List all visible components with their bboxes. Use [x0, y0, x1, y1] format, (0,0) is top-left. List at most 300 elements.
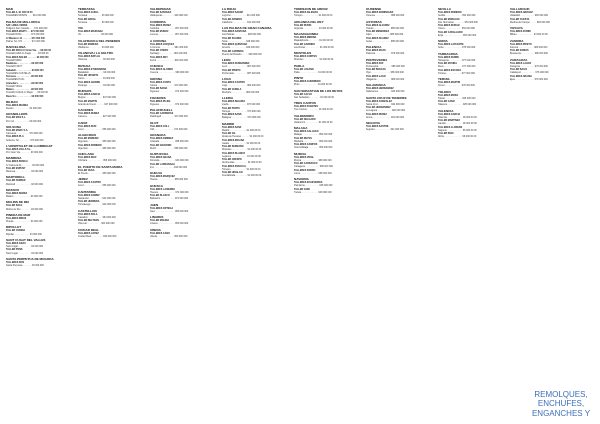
province-heading: MAD [6, 7, 13, 11]
province-section [294, 7, 359, 18]
province-heading: VILANOVA I LA GELTRU [78, 51, 114, 55]
workshop-address: El Puerto . . . . . . . . . . . 956 000 000 [78, 171, 116, 175]
province-heading: EL PUERTO DE SANTA MARIA [78, 164, 123, 169]
workshop-name: TALLER MORENO [78, 137, 99, 140]
workshop-name: TALLERES GOMEZ [78, 193, 100, 197]
workshop-address: Barakaldo . . . . . . . . . . . 94 000 000 [78, 70, 116, 74]
workshop-address: Sant Cugat . . . . . . . . . . 93 000 000 [6, 251, 44, 255]
workshop-name: TALLERES GRAU [6, 241, 26, 245]
workshop-address: Zaragoza . . . . . . . . . . . 976 000 000 [510, 64, 548, 68]
province-heading: SANTA CRUZ DE TENERIFE [366, 95, 407, 100]
workshop-address: Ponferrada . . . . . . . . . . 987 000 000 [222, 71, 261, 75]
province-heading: TERUEL [438, 77, 451, 81]
workshop-name: TALLERES ALVAREZ [366, 23, 390, 27]
province-heading: SALAMANCA [366, 83, 386, 87]
province-section [150, 203, 215, 214]
workshop-address: Santander . . . . . . . . . . 942 000 000 [78, 196, 116, 200]
workshop-address: Malaga . . . . . . . . . . . . . 952 000 000 [294, 133, 333, 137]
workshop-name: Granollers . . . . . . . . . . 93 000 000 [6, 81, 44, 85]
workshop-name: TALLERES VALLS S.L. [6, 147, 32, 151]
workshop-address: Burgos . . . . . . . . . . . . . 947 000 000 [78, 96, 116, 100]
workshop-address: Granada . . . . . . . . . . . . 958 000 000 [150, 140, 189, 144]
directory-column [438, 6, 503, 418]
workshop-address: Poligono Son Castello. . . . 971 000 000 [6, 26, 48, 30]
workshop-name: TALLERES MARTI . . . 971 000 000 [6, 30, 44, 33]
province-section [150, 77, 215, 94]
workshop-address: Mostoles . . . . . . . . . . . . 91 000 00 00 [222, 148, 262, 152]
province-heading: VALLADOLID [510, 7, 530, 11]
workshop-address: Murcia . . . . . . . . . . . . . 968 000 000 [294, 158, 332, 162]
workshop-address: Barbastro . . . . . . . . . . . 974 000 000 [150, 197, 189, 201]
province-heading: CUENCA [150, 64, 164, 68]
workshop-address: Vic . . . . . . . . . . . . . . . 93 000 000 [78, 33, 113, 37]
workshop-name: TALLER RUBIO [294, 23, 312, 27]
workshop-address: Vila-real . . . . . . . . . . . 964 000 000 [78, 222, 115, 226]
workshop-name: TALLER HIDALGO [222, 171, 243, 174]
workshop-address: Valdemoro . . . . . . . . . . 91 000 00 00 [294, 120, 333, 124]
province-heading: MAJADAHONDA [294, 32, 319, 36]
workshop-name: TALLER GIL [222, 132, 236, 135]
province-heading: SANT CUGAT DEL VALLES [6, 237, 46, 242]
workshop-address: Vigo . . . . . . . . . . . . . . . 986 000 000 [366, 71, 404, 75]
province-heading: VILAFRANCA DEL PENEDES [78, 38, 121, 43]
workshop-name: TALLERES AGIRRE [78, 80, 101, 84]
workshop-name: TALLERES SANTANA [222, 30, 247, 33]
province-heading: CADIZ [78, 120, 88, 125]
workshop-name: TALLERES CASTRO [78, 181, 101, 184]
province-section [510, 58, 575, 82]
workshop-address: Getxo . . . . . . . . . . . . . . 94 000 000 [78, 77, 115, 81]
province-heading: GRANADA [150, 133, 166, 137]
workshop-name: TALLER CODINA [6, 229, 26, 233]
province-section [150, 20, 215, 37]
workshop-name: TALLERES MARQUEZ [150, 175, 175, 178]
workshop-name: C/ Manacor 12 . . . . . . . 971 000 000 [6, 36, 45, 40]
workshop-name: TALLERES ALONSO [150, 68, 173, 71]
workshop-address: Lucena . . . . . . . . . . . . . 957 000 000 [150, 33, 189, 37]
province-heading: LEON [222, 58, 231, 62]
workshop-address: Ejea . . . . . . . . . . . . . . . 976 000 000 [510, 77, 548, 81]
province-heading: GRANOLLERS [6, 112, 28, 117]
province-section [6, 200, 71, 211]
province-section [366, 7, 431, 18]
workshop-name: TALLER SANCHEZ [150, 11, 172, 14]
workshop-name: TALLER BOIX [438, 132, 454, 135]
workshop-name: TALLER HERRERA [78, 200, 100, 203]
province-section [78, 152, 143, 163]
workshop-name: TALLERES JIMENEZ [150, 137, 174, 140]
province-section [6, 238, 71, 255]
workshop-address: Leganes . . . . . . . . . . . . 91 000 00 00 [222, 154, 261, 158]
workshop-address: Castellon . . . . . . . . . . . 964 000 000 [78, 215, 116, 219]
workshop-name: TALLERES ARRANZ [510, 11, 533, 14]
workshop-name: TALLERES LAHOZ [510, 61, 532, 65]
province-heading: TRES CANTOS [294, 101, 316, 105]
workshop-address: Pinto . . . . . . . . . . . . . . 91 000 00 00 [294, 83, 332, 87]
workshop-name: TALLERES DIAZ [78, 156, 97, 159]
province-section [150, 133, 215, 150]
workshop-name: TALLERES DURAN [438, 24, 460, 27]
province-heading: SEVILLA [438, 7, 451, 11]
workshop-address: Terrassa . . . . . . . . . . . 93 000 000 [78, 14, 114, 18]
workshop-name: TALLERES ABADIA [510, 74, 533, 78]
workshop-name: TALLERES RIBAS [6, 216, 27, 220]
workshop-name: TALLER PRIETO [222, 68, 241, 72]
province-heading: SORIA [438, 39, 448, 43]
province-section [366, 121, 431, 132]
province-heading: ARGANDA DEL REY [294, 19, 324, 24]
workshop-address: Manresa . . . . . . . . . . . . 93 000 000 [6, 170, 44, 173]
province-section [222, 77, 287, 94]
workshop-address: Ripollet . . . . . . . . . . . . 93 000 000 [6, 232, 42, 236]
directory-column [78, 6, 143, 418]
workshop-name: TALLERES HERNANDEZ [366, 87, 394, 90]
workshop-name: TALLERES PEREZ [150, 23, 171, 27]
workshop-address: Alcobendas . . . . . . . . . . 91 000 00 00 [222, 161, 262, 165]
workshop-name: TALLERES GALLEGO [294, 130, 319, 133]
workshop-address: Martorell . . . . . . . . . . . . 93 000 000 [6, 182, 43, 186]
workshop-name: TALLER VEGA [78, 168, 95, 172]
province-heading: SAN SEBASTIAN DE LOS REYES [294, 88, 343, 93]
workshop-address: Caceres . . . . . . . . . . . . 927 000 000 [78, 115, 116, 119]
workshop-address: Figueres . . . . . . . . . . . . 972 000 000 [150, 90, 189, 94]
workshop-address: Motril . . . . . . . . . . . . . . 958 000 000 [150, 146, 188, 150]
workshop-name: TALLERES BOSCH [6, 160, 28, 164]
workshop-name: TALLERES GUERRERO [294, 80, 321, 83]
workshop-address: La Laguna . . . . . . . . . . . 922 000 000 [366, 109, 406, 113]
workshop-name: TALLER GOÑI [294, 187, 310, 191]
province-heading: CANTABRIA [78, 189, 96, 194]
province-heading: CHICLANA [78, 152, 94, 156]
province-heading: MALAGA [294, 126, 308, 130]
workshop-address: Vilagarcia . . . . . . . . . . . 986 000 000 [366, 77, 405, 81]
workshop-address: Linares . . . . . . . . . . . . . 953 000 000 [150, 222, 189, 226]
workshop-name: TALLER A. 91 000 00 00 [6, 11, 33, 14]
workshop-name: TALLERES PEREZ [366, 112, 387, 116]
province-heading: JEREZ [78, 177, 88, 181]
province-heading: VIZCAYA [510, 26, 523, 30]
workshop-address: Leon . . . . . . . . . . . . . . . 987 000 000 [222, 65, 261, 69]
workshop-address: Segovia . . . . . . . . . . . . 921 000 000 [366, 128, 404, 132]
province-heading: TORREJON DE ARDOZ [294, 7, 328, 11]
province-section [366, 45, 431, 56]
province-section [294, 32, 359, 49]
workshop-address: Cordoba . . . . . . . . . . . . 957 000 000 [150, 26, 189, 30]
province-section [222, 58, 287, 75]
workshop-address: Cartagena . . . . . . . . . . . 968 000 000 [294, 165, 333, 169]
province-heading: UBEDA [150, 227, 161, 232]
workshop-address: Pineda . . . . . . . . . . . . . 93 000 000 [6, 220, 43, 223]
province-heading: L'HOSPITALET DE LLOBREGAT [6, 143, 53, 148]
workshop-name: TALLERES LLORENS [438, 125, 463, 129]
workshop-name: SAT. LINEA VERDE [6, 23, 28, 27]
province-section [150, 215, 215, 226]
workshop-name: TALLERES PARDO [294, 168, 316, 172]
workshop-name: TALLERES MASSANA [78, 30, 103, 33]
workshop-name: TALLERES ROMERO [438, 11, 462, 14]
province-heading: TERRASSA [78, 7, 95, 11]
province-section [6, 125, 71, 142]
workshop-name: TALLER CALVO [294, 92, 312, 96]
workshop-address: Jerez . . . . . . . . . . . . . . 956 000 000 [78, 184, 116, 188]
workshop-address: Santiago . . . . . . . . . . . 981 000 000 [150, 52, 188, 56]
province-section [150, 121, 215, 132]
workshop-name: TALLER CABRERA [222, 49, 244, 53]
workshop-address: Bilbao . . . . . . . . . . . . . 94 000 00 00 [510, 33, 548, 37]
workshop-address: TALLER MIRO [6, 58, 22, 62]
workshop-name: TALLER OTERO [150, 49, 169, 52]
workshop-name: TALLER ESPUNY [6, 166, 26, 170]
province-section [438, 39, 503, 50]
province-section [366, 58, 431, 82]
workshop-address: Torrejon . . . . . . . . . . . . 91 000 00 00 [222, 167, 261, 171]
province-section [366, 83, 431, 94]
province-section [438, 109, 503, 139]
workshop-name: TALLERES PASCUAL [222, 164, 247, 168]
province-section [78, 108, 143, 119]
province-section [6, 20, 71, 44]
workshop-address: Algeciras . . . . . . . . . . . 956 000 000 [78, 140, 116, 144]
province-section [6, 225, 71, 236]
workshop-address: Huesca . . . . . . . . . . . . . 974 000 000 [150, 190, 189, 194]
workshop-address: Gandia . . . . . . . . . . . . . 96 000 00 00 [438, 122, 477, 126]
workshop-address: Valdepenas . . . . . . . . . 926 000 000 [150, 14, 188, 18]
workshop-address: Puerto del Rosario . . . . . 928 000 000 [222, 52, 262, 56]
workshop-address: Ecija . . . . . . . . . . . . . . . 954 000 000 [438, 33, 477, 37]
workshop-name: TALLERES ETXEBARRIA [78, 67, 107, 71]
province-heading: OLOT [150, 120, 159, 125]
province-section [294, 89, 359, 100]
workshop-name: TALLERES NUNEZ [78, 112, 100, 115]
workshop-name: TALLERES CASTRO [222, 81, 245, 84]
workshop-address: Zamora . . . . . . . . . . . . 980 000 000 [510, 45, 548, 49]
workshop-name: TALLER MOLINA [150, 219, 170, 222]
province-heading: VIC [78, 26, 84, 30]
workshop-address: Fuenlabrada . . . . . . . . . 91 000 00 00 [222, 174, 262, 178]
province-section [78, 39, 143, 50]
workshop-address: Donostia . . . . . . . . . . . . 943 000 000 [150, 159, 189, 163]
province-heading: MANRESA [6, 156, 22, 161]
province-section [6, 188, 71, 199]
workshop-name: TALLER SERRANO [222, 145, 244, 148]
workshop-address: Benavente . . . . . . . . . . 980 000 000 [510, 52, 548, 56]
workshop-address: Velez-Malaga . . . . . . . . 952 000 000 [294, 146, 333, 150]
workshop-address: Ferrol . . . . . . . . . . . . . . 981 000 000 [150, 58, 188, 62]
workshop-address: Tarrega . . . . . . . . . . . . . 973 000 000 [222, 109, 261, 113]
workshop-address: Mataro . . . . . . . . . . . . . 93 000 000 [6, 195, 43, 198]
workshop-address: Lugo . . . . . . . . . . . . . . . 982 000 000 [222, 84, 261, 88]
workshop-name: TALLERES SANS [222, 113, 242, 116]
province-section [294, 101, 359, 112]
province-heading: PINEDA DE MAR [6, 212, 31, 217]
province-heading: PARLA [294, 63, 305, 68]
workshop-name: TALLERES SANZ [222, 125, 242, 129]
workshop-name: TALLER CABALLERO [438, 30, 463, 34]
workshop-name: TALLERES GONZALEZ [366, 99, 392, 103]
province-section [6, 257, 71, 268]
workshop-address: Molins de Rei . . . . . . . . 93 000 000 [6, 207, 43, 211]
province-section [294, 152, 359, 176]
workshop-name: TALLER HERNANDEZ [366, 106, 391, 109]
workshop-address: Reus . . . . . . . . . . . . . . 977 000 000 [438, 65, 476, 69]
workshop-name: TALLERES BLANCO [222, 151, 246, 155]
workshop-name: TALLER MORERA [78, 42, 99, 46]
workshop-address: Figueres . . . . . . . . . . . . 972 000 000 [150, 102, 189, 106]
workshop-address: Irun . . . . . . . . . . . . . . . 943 000 000 [150, 165, 188, 169]
province-heading: FIGUERES [150, 95, 166, 100]
workshop-address: Alzira . . . . . . . . . . . . . . 96 000 00 00 [438, 135, 477, 139]
workshop-address: Torrejon . . . . . . . . . . . . 91 000 00 00 [294, 14, 333, 18]
workshop-address: TALLERES CASTELLS [6, 71, 31, 75]
province-section [78, 64, 143, 88]
workshop-name: Terrassa. . . . . . . . . . . . 93 000 000 [6, 75, 43, 78]
workshop-name: TALLER DELGADO [294, 117, 316, 121]
workshop-name: TALLER BAILO [510, 68, 528, 71]
province-heading: CASTELLON [78, 208, 97, 213]
workshop-address: Las Rozas . . . . . . . . . . . 91 000 00 00 [294, 45, 334, 49]
workshop-address: Telde . . . . . . . . . . . . . . 928 000 000 [222, 39, 260, 43]
directory-column [294, 6, 359, 418]
province-heading: LA RIOJA [222, 7, 237, 11]
province-section [6, 213, 71, 224]
workshop-name: TALLER MARTIN [78, 99, 97, 103]
workshop-address: Cuenca . . . . . . . . . . . . . 969 000 000 [150, 71, 189, 75]
workshop-name: TALLERES COSTA [150, 80, 172, 84]
province-heading: A CORUNA [150, 38, 167, 43]
workshop-name: TALLER CARRASCO [294, 162, 318, 165]
workshop-name: TALLERES ESCODA [438, 68, 462, 72]
province-heading: JAEN [150, 202, 159, 207]
province-heading: RIPOLLET [6, 225, 22, 230]
province-section [6, 144, 71, 155]
province-section [150, 152, 215, 169]
province-heading: ASTURIAS [366, 19, 382, 24]
province-heading: CACERES [78, 108, 93, 112]
workshop-name: Badalona . . . . . . . . . . . 93 000 000 [6, 62, 44, 65]
workshop-address: Valencia . . . . . . . . . . . . 96 000 00 00 [438, 115, 477, 119]
workshop-address: Ciudad Real . . . . . . . . . 926 000 000 [78, 234, 117, 238]
workshop-address: Palma. Tel. 971 . . . . . . . 971 000 000 [6, 39, 45, 43]
workshop-address: Girona . . . . . . . . . . . . . 972 000 000 [150, 83, 188, 87]
workshop-address: Ourense . . . . . . . . . . . . 988 000 000 [366, 14, 405, 18]
province-heading: PINTO [294, 76, 304, 80]
province-section [78, 89, 143, 106]
workshop-name: TALLERES MARTIN [438, 81, 461, 84]
province-heading: MOSTOLES [294, 51, 312, 55]
workshop-name: TALLERES ARANA [150, 156, 172, 159]
workshop-address: Logrono . . . . . . . . . . . . 941 000 000 [222, 14, 260, 18]
workshop-name: TALLERES PUJOL [150, 99, 171, 103]
province-heading: HUELVA [150, 171, 163, 175]
workshop-name: TALLERES LASIERRA [150, 187, 175, 191]
directory-column [150, 6, 215, 418]
workshop-name: TALLERES COLL [150, 124, 170, 128]
workshop-address: Alcala de Henares . . . . . . 91 000 00 00 [222, 135, 264, 139]
section-title-line-3: ENGANCHES Y [531, 408, 591, 418]
workshop-name: TALLERES DOMINGUEZ [366, 11, 394, 14]
workshop-name: TALLERES FUENTES [294, 105, 318, 108]
workshop-name: TALLER ARNEDO [222, 17, 242, 21]
workshop-name: TALLERES VAZQUEZ [150, 42, 175, 46]
section-title-line-2: ENCHUFES, [537, 399, 585, 408]
workshop-name: TALLER VARELA [222, 87, 242, 91]
province-section [222, 26, 287, 56]
workshop-name: TALLERES LAFUENTE [438, 43, 464, 46]
workshop-address: Sant Cugat . . . . . . . . . . 93 000 000 [6, 245, 44, 248]
province-section [510, 7, 575, 24]
workshop-name: TALLERES GARCIA [438, 112, 461, 116]
workshop-name: TALLER MUNOZ [150, 30, 169, 33]
workshop-name: Sabadell . . . . . . . . . . . . 93 000 000 [6, 68, 44, 72]
workshop-name: TALLERES PRIETO [510, 42, 532, 46]
province-section [150, 184, 215, 201]
province-heading: ALGECIRAS [78, 133, 97, 137]
workshop-name: TALLERES ORTEGA [150, 206, 174, 210]
workshop-address: TALLER ALBA C/ Arago . . . . . 93 000 00 [6, 52, 49, 56]
province-heading: PALAFRUGELL [150, 108, 173, 112]
province-heading: HUESCA [150, 183, 163, 188]
province-heading: MADRID [222, 121, 235, 126]
workshop-address: Getafe . . . . . . . . . . . . . 91 000 00 00 [222, 141, 261, 145]
workshop-address: Arganda . . . . . . . . . . . . 91 000 00 00 [294, 26, 333, 30]
province-section [150, 7, 215, 18]
workshop-address: Sagunto . . . . . . . . . . . . 96 000 00 00 [438, 128, 477, 132]
province-section [150, 96, 215, 107]
workshop-name: TALLERES FERNANDEZ [222, 62, 250, 65]
workshop-address: Pamplona . . . . . . . . . . . 948 000 000 [294, 184, 333, 188]
province-section [78, 209, 143, 226]
workshop-name: TALLERES GARCIA [78, 93, 101, 96]
workshop-address: TALLERES MONTE . . . . 912 000 000 [6, 14, 46, 18]
workshop-name: TALLERES PLA [6, 135, 24, 139]
province-section [294, 20, 359, 31]
workshop-name: TALLERES GUELL [78, 11, 99, 14]
workshop-address: Pol. Ind. . . . . . . . . . . . 93 000 000 [6, 119, 42, 123]
workshop-address: Vilanova . . . . . . . . . . . . 93 000 000 [78, 58, 115, 62]
workshop-address: Arona . . . . . . . . . . . . . . 922 000 000 [366, 115, 405, 119]
workshop-name: TALLERES REY [150, 55, 168, 59]
workshop-name: TALLERES ROJO [366, 49, 386, 52]
province-heading: LAS PALMAS DE GRAN CANARIA [222, 26, 272, 30]
workshop-address: Santa Perpetua . . . . . . . 93 000 000 [6, 264, 44, 267]
province-section [222, 122, 287, 178]
workshop-name: TALLER NADAL [78, 17, 97, 21]
workshop-name: TALLER PORTA [222, 106, 240, 110]
workshop-address: Utrera . . . . . . . . . . . . . 954 000 000 [438, 27, 475, 31]
workshop-name: TALLERES MOLINA [222, 138, 245, 142]
workshop-name: TALLERES VIDAL [294, 155, 314, 159]
province-section [438, 7, 503, 37]
workshop-name: TALLERES SAENZ [222, 11, 243, 14]
province-heading: ZAMORA [510, 38, 524, 43]
workshop-name: TALLERES ZUBIRI [510, 30, 531, 33]
workshop-address: Arrecife . . . . . . . . . . . . 928 000 000 [222, 46, 260, 50]
province-section [222, 96, 287, 120]
workshop-address: Deusto . . . . . . . . . . . . 94 000 000 [6, 107, 42, 110]
workshop-address: C/ Guimera 24 . . . . . . . . 93 000 000 [6, 163, 45, 167]
province-heading: SANTA PERPETUA DE MOGODA [6, 256, 54, 261]
workshop-address: Santa Cruz . . . . . . . . . . 922 000 000 [366, 102, 405, 106]
province-section [294, 76, 359, 87]
workshop-address: Tortosa . . . . . . . . . . . . 977 000 000 [438, 71, 475, 75]
workshop-address: Calahorra . . . . . . . . . . . 941 000 000 [222, 20, 261, 24]
workshop-address: Lorca . . . . . . . . . . . . . . 968 000 000 [294, 171, 332, 175]
workshop-address: TALLER VIDAL [6, 84, 23, 88]
province-section [78, 7, 143, 24]
province-section [294, 126, 359, 150]
province-section [438, 90, 503, 107]
workshop-name: TALLERES CORTES [294, 55, 317, 58]
